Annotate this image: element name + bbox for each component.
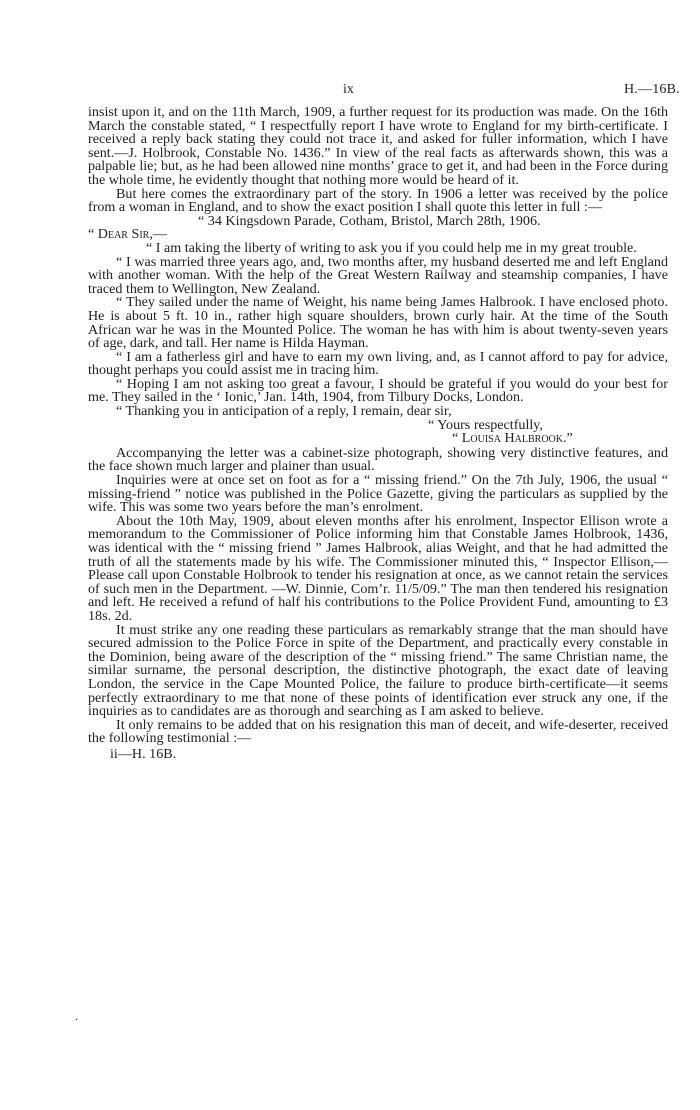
letter-closing: “ Yours respectfully, — [428, 416, 543, 433]
letter-paragraph: “ I was married three years ago, and, two months after, my husband deserted me and left England with another woman. With the help of the Great Western Railway and steamship companies, I have traced them to Wellington, New Zealand. — [88, 253, 668, 297]
paragraph-story: But here comes the extraordinary part of the story. In 1906 a letter was received by the police from a woman in England, and to show the exact position I shall quote this letter in full :— — [88, 185, 668, 216]
paragraph-photograph: Accompanying the letter was a cabinet-size photograph, showing very distinctive features, and the face shown much larger and plainer than usual. — [88, 444, 668, 475]
letter-paragraph: “ I am taking the liberty of writing to ask you if you could help me in my great trouble. — [146, 239, 637, 256]
document-reference: H.—16B. — [624, 82, 680, 97]
signature-text: “ Louisa Halbrook.” — [452, 430, 573, 447]
letter-paragraph: “ Thanking you in anticipation of a reply, I remain, dear sir, — [116, 403, 452, 420]
paragraph-continuation: insist upon it, and on the 11th March, 1909, a further request for its production was made. On the 16th March the constable stated, “ I respectfully report I have wrote to England for my birth-certificate. I received a reply back stating they could not trace it, and asked for fuller information, which I have sent.—J. Holbrook, Constable No. 1436.” In view of the real facts as afterwards shown, this was a palpable lie; but, as he had been allowed nine months’ grace to get it, and had been in the Force during the whole time, he evidently thought that nothing more would be heard of it. — [88, 104, 668, 188]
page-number: ix — [343, 82, 354, 97]
document-body — [88, 106, 668, 762]
letter-paragraph: “ I am a fatherless girl and have to earn my own living, and, as I cannot afford to pay for advice, thought perhaps you could assist me in tracing him. — [88, 348, 668, 379]
paragraph-testimonial: It only remains to be added that on his resignation this man of deceit, and wife-deserter, received the following testimonial :— — [88, 716, 668, 747]
paragraph-inquiries: Inquiries were at once set on foot as for a “ missing friend.” On the 7th July, 1906, the usual “ missing-friend ” notice was published in the Police Gazette, giving the particulars as supplied by the wife. This was some two years before the man’s enrolment. — [88, 472, 668, 516]
letter-address: “ 34 Kingsdown Parade, Cotham, Bristol, March 28th, 1906. — [198, 212, 541, 229]
letter-signature — [88, 432, 668, 446]
paragraph-memorandum: About the 10th May, 1909, about eleven months after his enrolment, Inspector Ellison wrote a memorandum to the Commissioner of Police informing him that Constable James Holbrook, 1436, was identical with the “ missing friend ” James Halbrook, alias Weight, and that he had admitted the truth of all the statements made by his wife. The Commissioner minuted this, “ Inspector Ellison,—Please call upon Constable Holbrook to tender his resignation at once, as we cannot retain the services of such men in the Department. —W. Dinnie, Com’r. 11/5/09.” The man then tendered his resignation and left. He received a refund of half his contributions to the Police Provident Fund, amounting to £3 18s. 2d. — [88, 512, 668, 624]
margin-dot: . — [75, 1009, 78, 1023]
quoted-letter — [88, 212, 668, 447]
letter-paragraph: “ Hoping I am not asking too great a favour, I should be grateful if you would do your best for me. They sailed in the ‘ Ionic,’ Jan. 14th, 1904, from Tilbury Docks, London. — [88, 375, 668, 406]
salutation-text: “ Dear Sir,— — [88, 226, 167, 243]
paragraph-strange: It must strike any one reading these particulars as remarkably strange that the man should have secured admission to the Police Force in spite of the Department, and practically every constable in the Dominion, being aware of the description of the “ missing friend.” The same Christian name, the similar surname, the personal description, the distinctive photograph, the exact date of leaving London, the service in the Cape Mounted Police, the failure to produce birth-certificate—it seems perfectly extraordinary to me that none of these points of identification ever struck any one, if the inquiries as to candidates are as thorough and searching as I am asked to believe. — [88, 621, 668, 720]
letter-paragraph: “ They sailed under the name of Weight, his name being James Halbrook. I have enclosed photo. He is about 5 ft. 10 in., rather high square shoulders, brown curly hair. At the time of the South African war he was in the Mounted Police. The woman he has with him is about twenty-seven years of age, dark, and tall. Her name is Hilda Hayman. — [88, 294, 668, 352]
signature-mark: ii—H. 16B. — [110, 745, 177, 762]
